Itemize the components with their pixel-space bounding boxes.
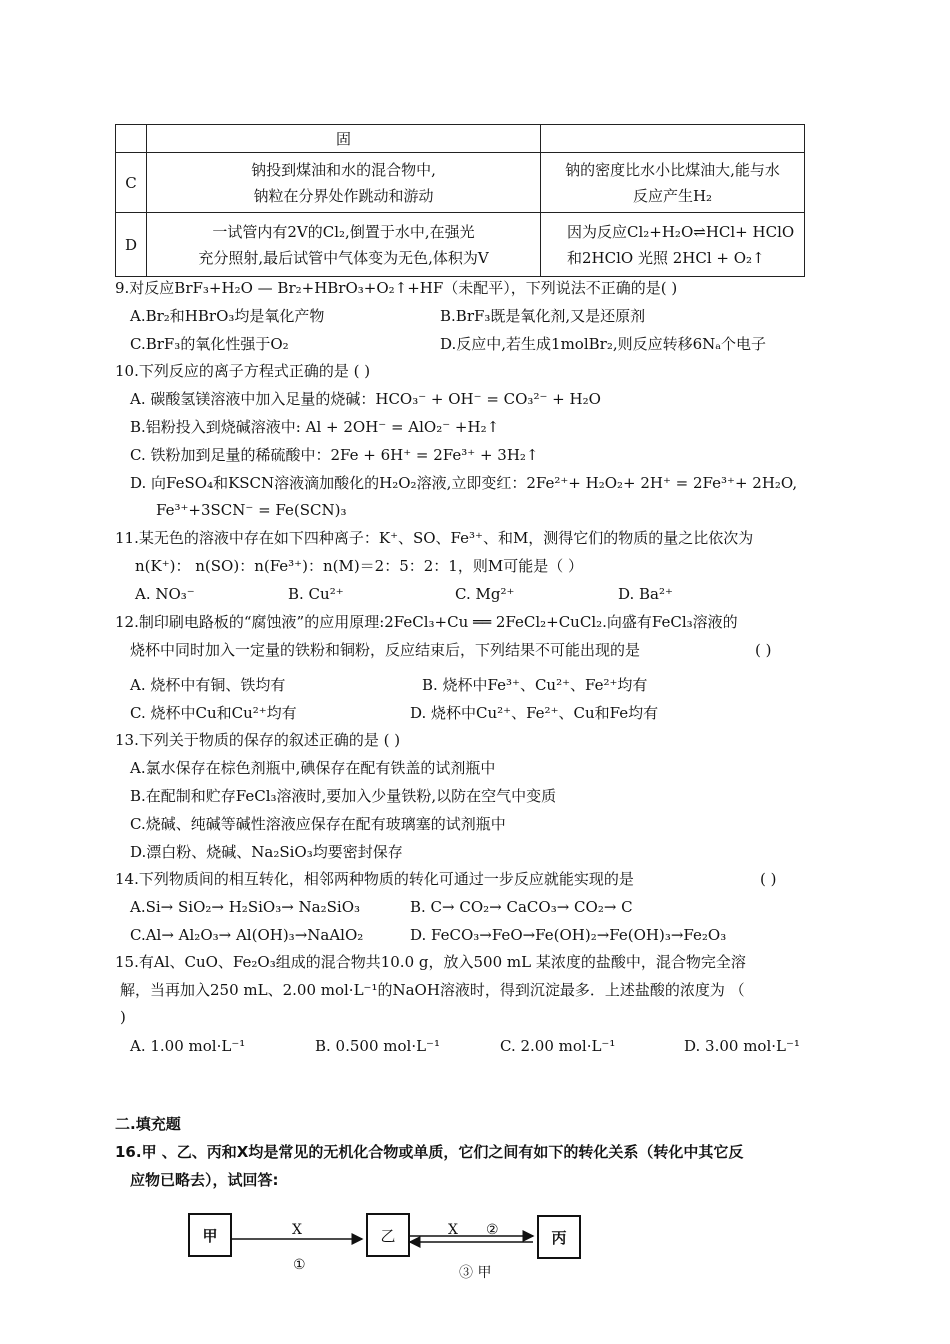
section-title: 二.填充题 (115, 1115, 181, 1133)
q12-option-c: C. 烧杯中Cu和Cu²⁺均有 (130, 704, 297, 722)
q12-stem-line2: 烧杯中同时加入一定量的铁粉和铜粉，反应结束后，下列结果不可能出现的是 (130, 641, 641, 659)
q12-option-a: A. 烧杯中有铜、铁均有 (130, 676, 286, 694)
cell-left: 固 (147, 125, 541, 153)
q9-option-a: A.Br₂和HBrO₃均是氧化产物 (130, 307, 325, 325)
arrow2-label-x: X (448, 1222, 458, 1238)
q14-answer-paren: ( ) (760, 870, 777, 888)
box-bing: 丙 (537, 1215, 581, 1259)
q14-option-b: B. C→ CO₂→ CaCO₃→ CO₂→ C (410, 898, 633, 916)
q12-option-d: D. 烧杯中Cu²⁺、Fe²⁺、Cu和Fe均有 (410, 704, 659, 722)
q11-stem-line2: n(K⁺)： n(SO)：n(Fe³⁺)：n(M)＝2：5：2：1，则M可能是（ ） (135, 557, 583, 575)
arrow1-label-num: ① (293, 1257, 306, 1273)
arrow2-label-num: ② (486, 1222, 499, 1238)
q9-option-d: D.反应中,若生成1molBr₂,则反应转移6Nₐ个电子 (440, 335, 767, 353)
q13-option-a: A.氯水保存在棕色剂瓶中,碘保存在配有铁盖的试剂瓶中 (130, 759, 496, 777)
q9-option-c: C.BrF₃的氧化性强于O₂ (130, 335, 289, 353)
row-label: D (116, 213, 147, 277)
q15-option-c: C. 2.00 mol·L⁻¹ (500, 1037, 616, 1055)
q13-option-d: D.漂白粉、烧碱、Na₂SiO₃均要密封保存 (130, 843, 403, 861)
q10-option-d-line2: Fe³⁺+3SCN⁻ = Fe(SCN)₃ (156, 501, 347, 519)
arrow1-label-x: X (292, 1222, 302, 1238)
arrow3-label: ③ 甲 (459, 1265, 492, 1281)
q10-stem: 10.下列反应的离子方程式正确的是 ( ) (115, 362, 371, 380)
q15-option-a: A. 1.00 mol·L⁻¹ (130, 1037, 246, 1055)
q12-option-b: B. 烧杯中Fe³⁺、Cu²⁺、Fe²⁺均有 (422, 676, 648, 694)
q15-option-d: D. 3.00 mol·L⁻¹ (684, 1037, 800, 1055)
cell-text: 充分照射,最后试管中气体变为无色,体积为V (198, 248, 489, 267)
box-jia: 甲 (188, 1213, 232, 1257)
q14-stem: 14.下列物质间的相互转化，相邻两种物质的转化可通过一步反应就能实现的是 (115, 870, 634, 888)
q10-option-a: A. 碳酸氢镁溶液中加入足量的烧碱：HCO₃⁻ + OH⁻ = CO₃²⁻ + H₂O (130, 390, 601, 408)
q15-option-b: B. 0.500 mol·L⁻¹ (315, 1037, 440, 1055)
cell-text: 钠粒在分界处作跳动和游动 (253, 186, 434, 205)
q10-option-b: B.铝粉投入到烧碱溶液中: Al + 2OH⁻ = AlO₂⁻ +H₂↑ (130, 418, 500, 436)
q11-option-c: C. Mg²⁺ (455, 585, 515, 603)
q15-stem-line1: 15.有Al、CuO、Fe₂O₃组成的混合物共10.0 g，放入500 mL 某浓度的盐酸中，混合物完全溶 (115, 953, 746, 971)
cell-text: 一试管内有2V的Cl₂,倒置于水中,在强光 (212, 222, 475, 241)
q11-option-b: B. Cu²⁺ (288, 585, 344, 603)
q9-stem: 9.对反应BrF₃+H₂O — Br₂+HBrO₃+O₂↑+HF（未配平），下列说法不正确的是( ) (115, 279, 678, 297)
q13-option-b: B.在配制和贮存FeCl₃溶液时,要加入少量铁粉,以防在空气中变质 (130, 787, 557, 805)
q14-option-d: D. FeCO₃→FeO→Fe(OH)₂→Fe(OH)₃→Fe₂O₃ (410, 926, 727, 944)
q14-option-c: C.Al→ Al₂O₃→ Al(OH)₃→NaAlO₂ (130, 926, 364, 944)
q14-option-a: A.Si→ SiO₂→ H₂SiO₃→ Na₂SiO₃ (130, 898, 361, 916)
q12-stem-line1: 12.制印刷电路板的“腐蚀液”的应用原理:2FeCl₃+Cu ══ 2FeCl₂+CuCl₂.向盛有FeCl₃溶液的 (115, 613, 738, 631)
q16-stem-line2: 应物已略去），试回答: (130, 1171, 279, 1189)
q11-option-a: A. NO₃⁻ (135, 585, 195, 603)
q12-answer-paren: ( ) (755, 641, 772, 659)
row-label: C (116, 153, 147, 213)
q15-stem-line3: ) (120, 1008, 126, 1026)
cell-text: 反应产生H₂ (632, 186, 713, 205)
q13-option-c: C.烧碱、纯碱等碱性溶液应保存在配有玻璃塞的试剂瓶中 (130, 815, 506, 833)
q10-option-d-line1: D. 向FeSO₄和KSCN溶液滴加酸化的H₂O₂溶液,立即变红：2Fe²⁺+ H₂O₂+ 2H⁺ = 2Fe³⁺+ 2H₂O, (130, 474, 798, 492)
q11-option-d: D. Ba²⁺ (618, 585, 673, 603)
cell-text: 钠的密度比水小比煤油大,能与水 (565, 160, 780, 179)
cell-text: 因为反应Cl₂+H₂O⇌HCl+ HClO (567, 222, 795, 241)
box-yi: 乙 (366, 1213, 410, 1257)
q16-stem-line1: 16.甲 、乙、丙和X均是常见的无机化合物或单质，它们之间有如下的转化关系（转化中其它反 (115, 1143, 744, 1161)
cell-text: 和2HClO 光照 2HCl + O₂↑ (567, 248, 765, 267)
q9-option-b: B.BrF₃既是氧化剂,又是还原剂 (440, 307, 646, 325)
q13-stem: 13.下列关于物质的保存的叙述正确的是 ( ) (115, 731, 401, 749)
q10-option-c: C. 铁粉加到足量的稀硫酸中：2Fe + 6H⁺ = 2Fe³⁺ + 3H₂↑ (130, 446, 539, 464)
q11-stem-line1: 11.某无色的溶液中存在如下四种离子：K⁺、SO、Fe³⁺、和M，测得它们的物质的量之比依次为 (115, 529, 754, 547)
cell-text: 钠投到煤油和水的混合物中, (251, 160, 436, 179)
q15-stem-line2: 解，当再加入250 mL、2.00 mol·L⁻¹的NaOH溶液时，得到沉淀最多．上述盐酸的浓度为 （ (120, 981, 745, 999)
